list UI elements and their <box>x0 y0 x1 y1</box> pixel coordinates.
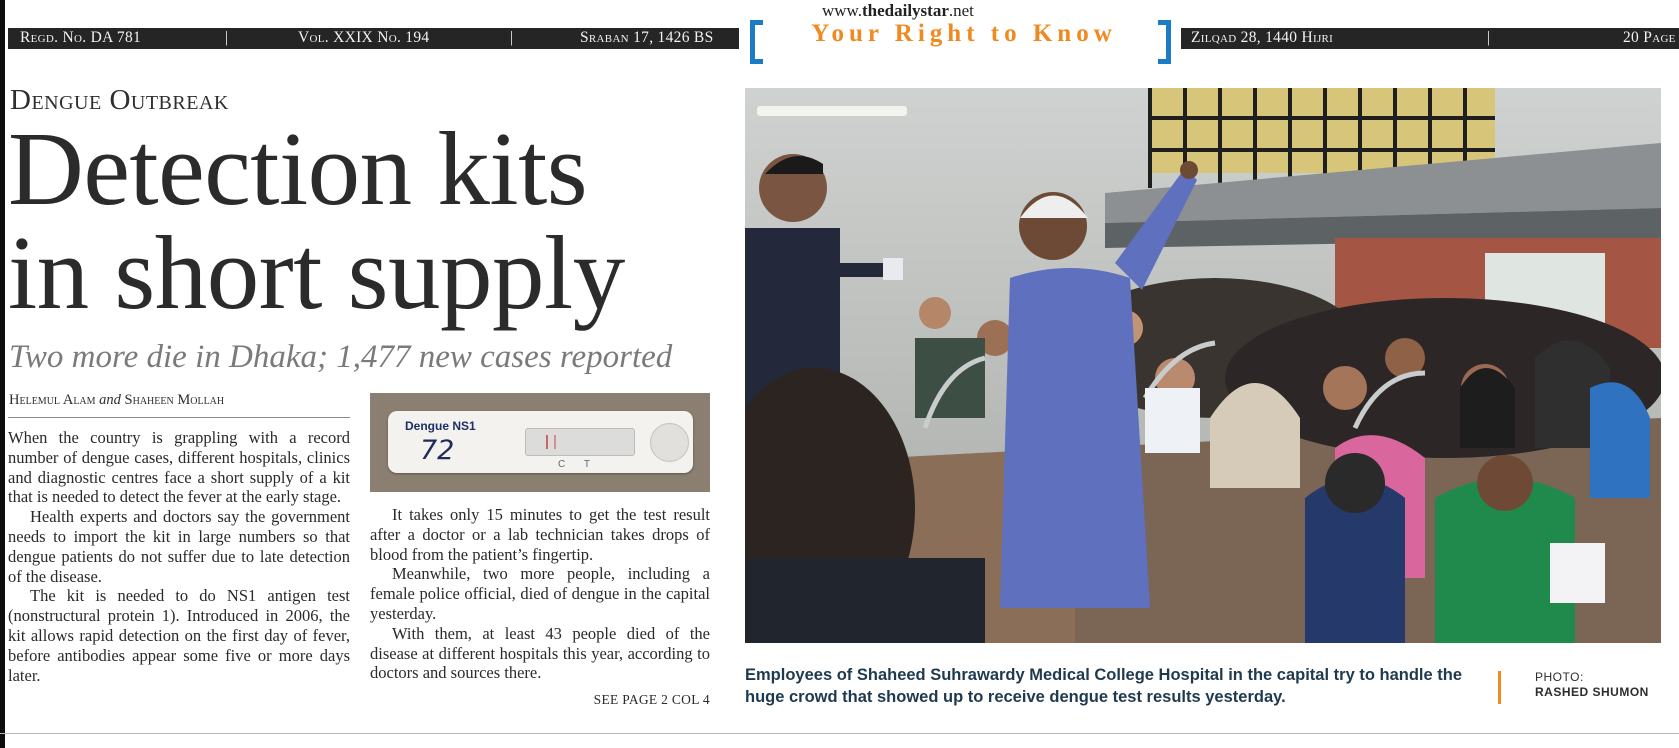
continued-jump-link[interactable]: SEE PAGE 2 COL 4 <box>593 692 710 707</box>
masthead-info-right <box>1181 28 1679 49</box>
tagline: Your Right to Know <box>811 20 1117 47</box>
byline-divider <box>8 417 350 418</box>
kit-brand-label: Dengue NS1 <box>405 419 476 433</box>
headline-line-2: in short supply <box>8 214 625 331</box>
page-bottom-rule <box>0 733 1679 734</box>
photo-credit-label: PHOTO: <box>1535 670 1584 684</box>
photo-credit <box>1535 670 1649 700</box>
masthead-info-left <box>8 28 739 49</box>
kit-handwritten-number: 72 <box>420 435 455 466</box>
paragraph: Meanwhile, two more people, including a female police official, died of dengue in the capital yesterday. <box>370 564 710 623</box>
subheadline: Two more die in Dhaka; 1,477 new cases reported <box>9 339 673 375</box>
photo-caption: Employees of Shaheed Suhrawardy Medical College Hospital in the capital try to handle the huge crowd that showed up to receive dengue test results yesterday. <box>745 666 1462 706</box>
kit-test-line <box>554 435 556 449</box>
paragraph: It takes only 15 minutes to get the test result after a doctor or a lab technician takes drops of blood from the patient’s fingertip. <box>370 505 710 564</box>
paragraph: When the country is grappling with a record number of dengue cases, different hospitals, clinics and diagnostic centres face a short supply of a kit that is needed to detect the fever at the early stage. <box>8 428 350 507</box>
byline-joiner: and <box>99 392 121 408</box>
site-url[interactable]: www.thedailystar.net <box>822 1 974 20</box>
paragraph: The kit is needed to do NS1 antigen test (nonstructural protein 1). Introduced in 2006, the kit allows rapid detection on the first day of fever, before antibodies appear some five or more days later. <box>8 586 350 685</box>
byline <box>9 392 224 409</box>
section-kicker: Dengue Outbreak <box>10 84 229 116</box>
paragraph: Health experts and doctors say the government needs to import the kit in large numbers so that dengue patients do not suffer due to late detection of the disease. <box>8 507 350 586</box>
registration-number: Regd. No. DA 781 <box>20 29 142 46</box>
headline-line-1: Detection kits <box>8 110 588 227</box>
hijri-date: Zilqad 28, 1440 Hijri <box>1191 29 1334 46</box>
volume-number: Vol. XXIX No. 194 <box>298 29 430 46</box>
kit-markings: C T <box>558 459 598 470</box>
bengali-date: Sraban 17, 1426 BS <box>580 29 714 46</box>
crowd-photo-illustration <box>745 88 1661 643</box>
headline[interactable] <box>8 110 728 331</box>
bracket-left <box>750 20 763 64</box>
test-kit-cassette <box>388 411 693 473</box>
paragraph: With them, at least 43 people died of the disease at different hospitals this year, according to doctors and sources there. <box>370 623 710 683</box>
article-column-1 <box>8 428 350 685</box>
article-column-2 <box>370 505 710 683</box>
kit-result-window <box>525 428 635 456</box>
kit-sample-well <box>650 423 689 462</box>
test-kit-photo <box>370 393 710 492</box>
separator: | <box>510 29 514 46</box>
separator: | <box>1487 29 1491 46</box>
byline-author: Helemul Alam <box>9 392 96 408</box>
page-edge-bar <box>0 0 5 748</box>
crowd-photo[interactable] <box>745 88 1661 643</box>
bracket-right <box>1158 20 1171 64</box>
page-count: 20 Page <box>1623 29 1676 46</box>
credit-accent-bar <box>1498 671 1501 704</box>
photo-credit-name: RASHED SHUMON <box>1535 685 1649 699</box>
separator: | <box>225 29 229 46</box>
kit-control-line <box>546 435 548 449</box>
byline-author: Shaheen Mollah <box>124 392 225 408</box>
